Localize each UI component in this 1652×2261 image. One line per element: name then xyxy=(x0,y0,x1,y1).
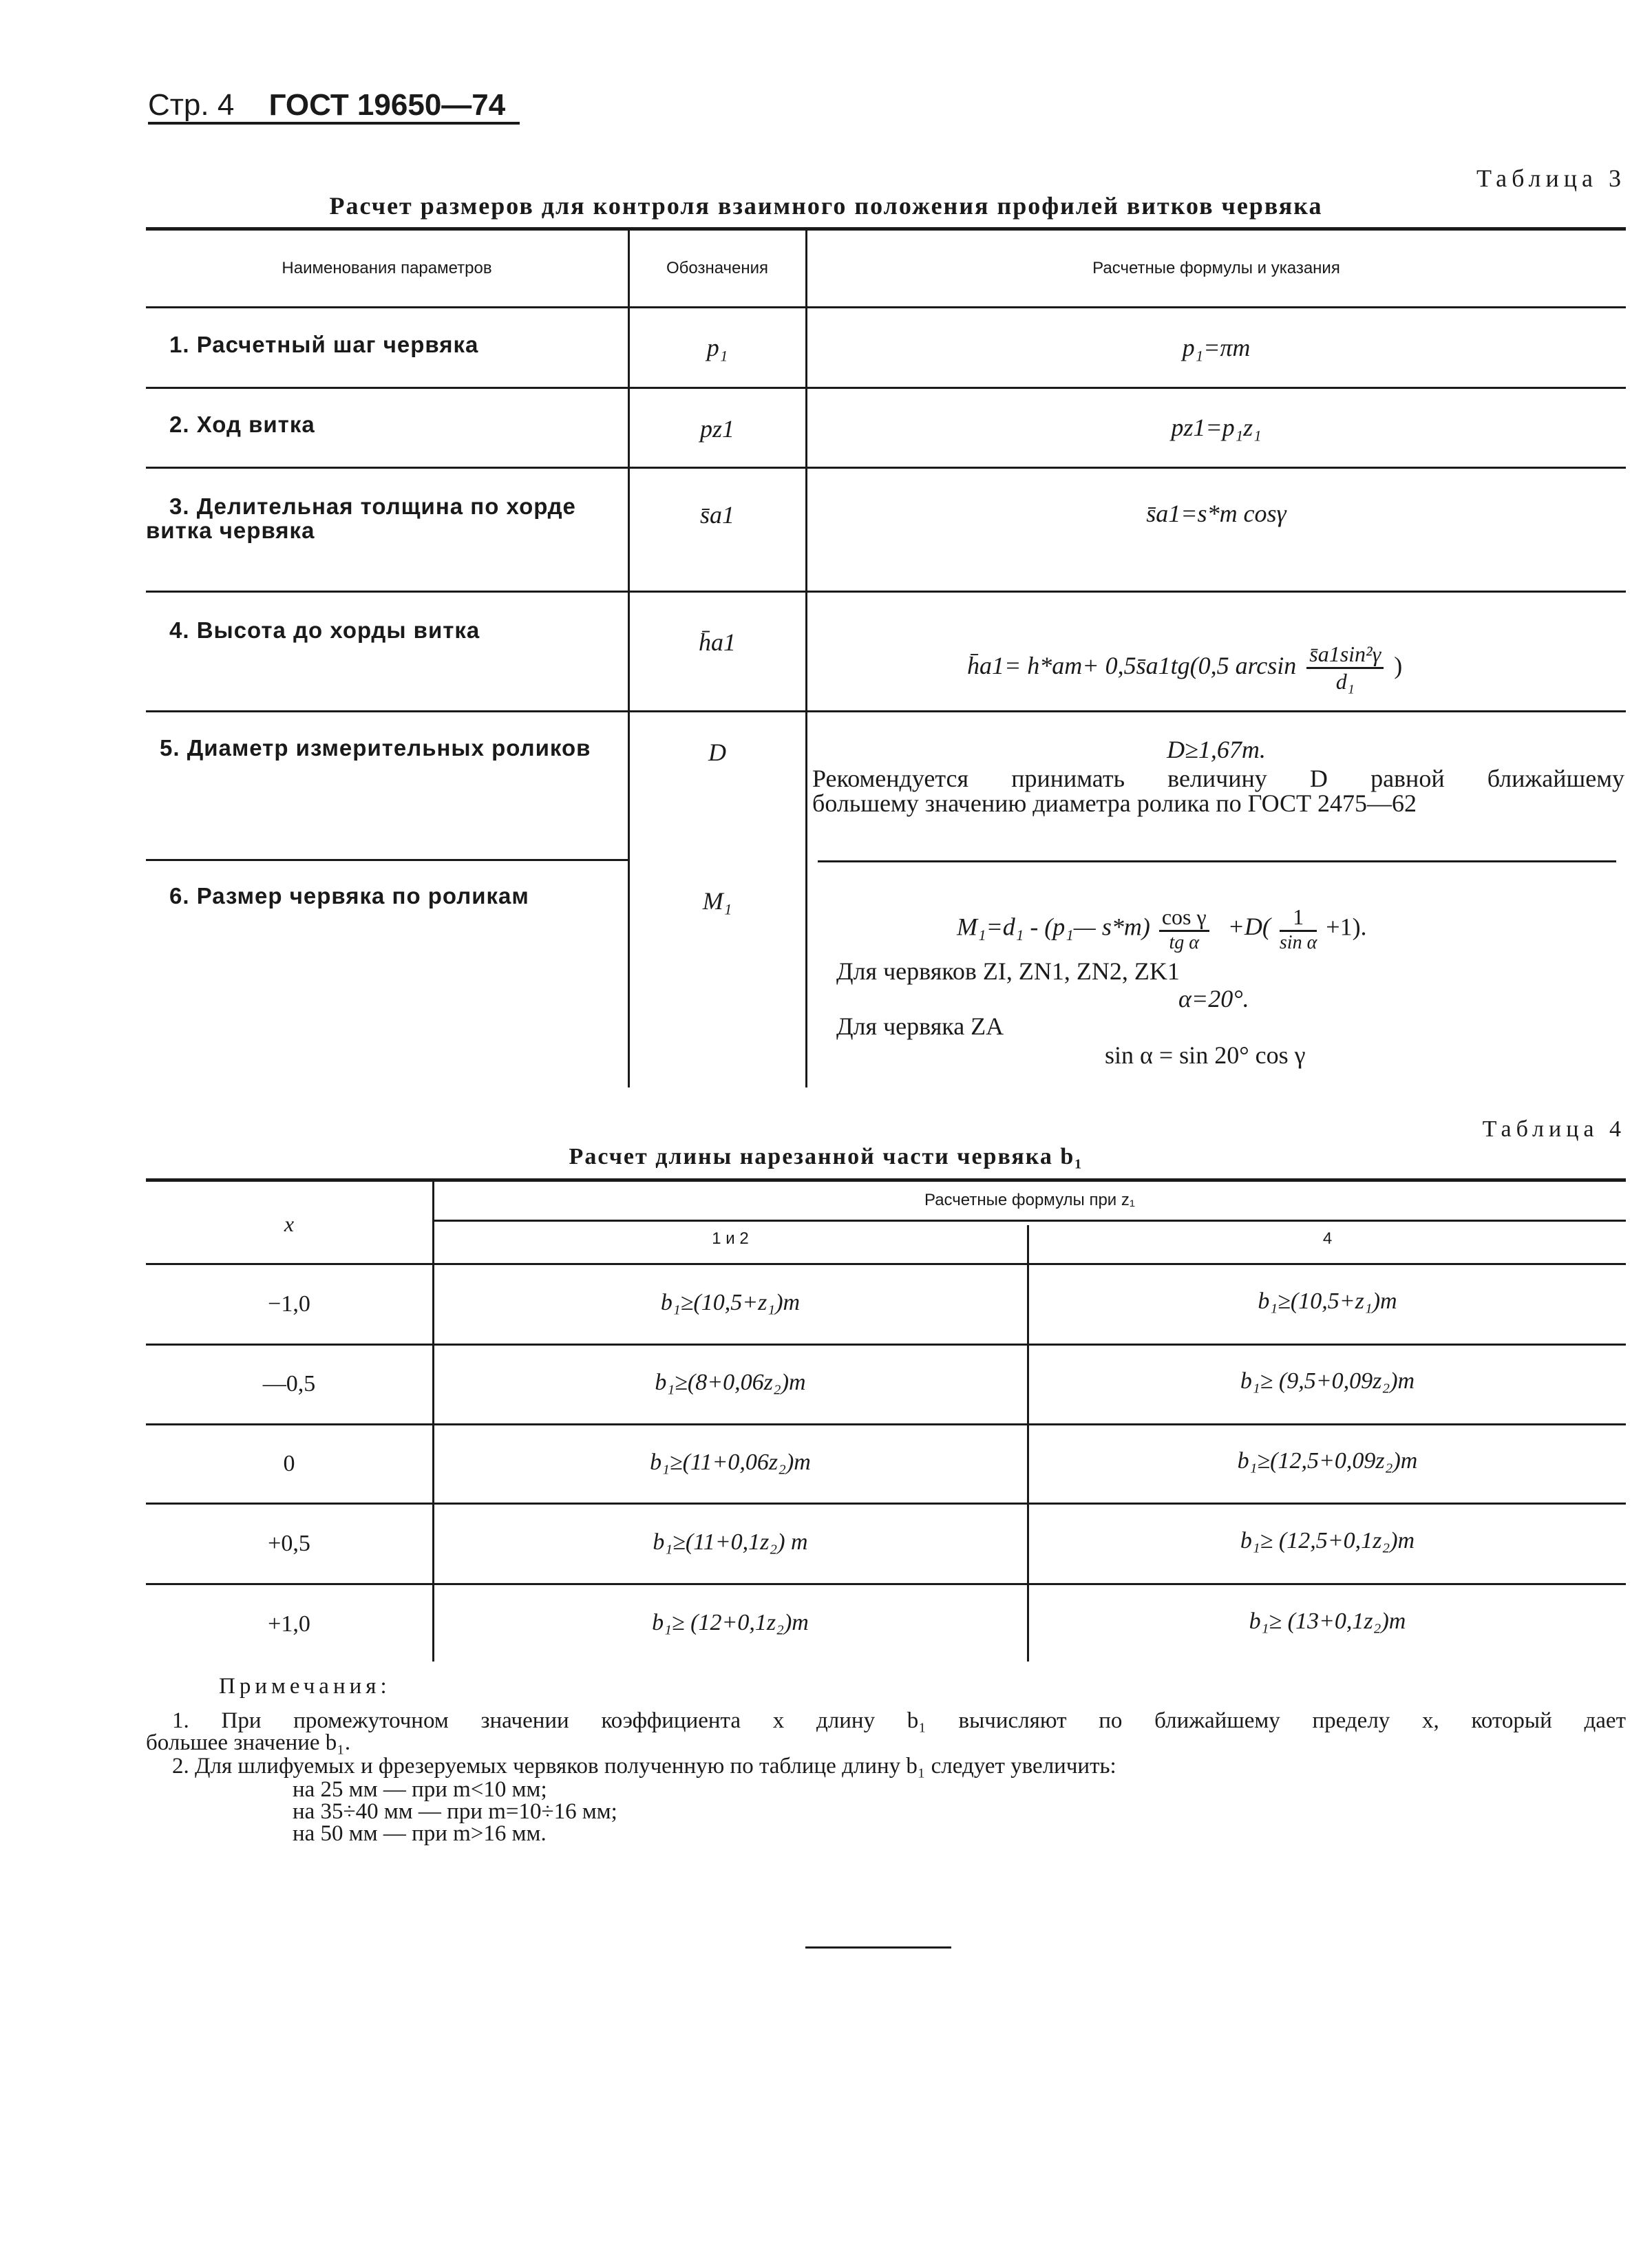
table4-x-value: −1,0 xyxy=(268,1291,310,1317)
fraction-denominator: d₁ xyxy=(1335,669,1355,694)
note-2-item: на 35÷40 мм — при m=10÷16 мм; xyxy=(293,1799,617,1824)
table3-formula xyxy=(957,904,1367,954)
table3-row-rule xyxy=(146,591,1626,593)
note-1-cont: большее значение b₁. xyxy=(146,1730,351,1755)
table3-col-header: Обозначения xyxy=(666,259,769,277)
table3-param: 3. Делительная толщина по хорде xyxy=(169,493,576,519)
table4-formula-z4: b₁≥(10,5+z₁)m xyxy=(1258,1288,1397,1314)
table3-header-rule xyxy=(146,306,1626,308)
table3-row-rule xyxy=(146,710,1626,712)
table3-note: α=20°. xyxy=(1178,985,1249,1012)
fraction-numerator: s̄a1sin²γ xyxy=(1306,641,1384,669)
table4-row-rule xyxy=(146,1583,1626,1585)
table4-group-header: Расчетные формулы при z₁ xyxy=(924,1191,1135,1209)
table3-note: Рекомендуется принимать величину D равной ближайшему xyxy=(812,765,1624,792)
notes-title: Примечания: xyxy=(219,1674,391,1699)
table3-param: 2. Ход витка xyxy=(169,412,315,437)
table3-row-rule xyxy=(818,860,1616,862)
table4-top-rule xyxy=(146,1178,1626,1182)
table3-symbol: p₁ xyxy=(706,334,728,361)
note-2-item: на 50 мм — при m>16 мм. xyxy=(293,1821,547,1846)
table3-note: большему значению диаметра ролика по ГОСТ 2475—62 xyxy=(812,789,1417,817)
note-1: 1. При промежуточном значении коэффициента x длину b₁ вычисляют по ближайшему пределу x, который дает xyxy=(172,1708,1626,1733)
page-header xyxy=(148,88,505,123)
header-underline xyxy=(148,122,520,125)
table4-group-rule xyxy=(434,1220,1626,1222)
table3-symbol: h̄a1 xyxy=(699,628,736,656)
table3-formula xyxy=(967,641,1402,694)
table4-x-value: 0 xyxy=(283,1451,295,1476)
table3-symbol: D xyxy=(708,739,726,766)
table4-sub-header: 1 и 2 xyxy=(712,1229,749,1248)
fraction-numerator: 1 xyxy=(1280,904,1317,932)
table3-param: витка червяка xyxy=(146,518,315,543)
table4-x-value: +1,0 xyxy=(268,1611,310,1637)
table4-formula-z12: b₁≥(11+0,1z₂) m xyxy=(653,1529,808,1555)
formula-fraction xyxy=(1306,641,1384,694)
table4-formula-z4: b₁≥(12,5+0,09z₂)m xyxy=(1237,1448,1418,1474)
table4-caption: Таблица 4 xyxy=(1482,1116,1626,1142)
table3-note: sin α = sin 20° cos γ xyxy=(1105,1041,1306,1069)
formula-part: +D( xyxy=(1227,913,1271,941)
table4-formula-z12: b₁≥(11+0,06z₂)m xyxy=(650,1450,811,1475)
table4-title: Расчет длины нарезанной части червяка b₁ xyxy=(569,1144,1083,1169)
table4-sub-header: 4 xyxy=(1322,1229,1333,1248)
table3-symbol: pz1 xyxy=(699,415,734,443)
table4-x-value: +0,5 xyxy=(268,1531,310,1556)
table3-col-header: Расчетные формулы и указания xyxy=(1092,259,1340,277)
table3-formula: p₁=πm xyxy=(1182,334,1251,361)
page-number: Стр. 4 xyxy=(148,88,235,122)
table3-formula: s̄a1=s*m cosγ xyxy=(1146,500,1286,527)
table4-x-value: —0,5 xyxy=(262,1371,316,1397)
table3-note: Для червяка ZA xyxy=(836,1012,1004,1040)
table4-col-divider xyxy=(432,1180,434,1662)
fraction-numerator: cos γ xyxy=(1159,904,1209,932)
end-rule xyxy=(805,1946,951,1949)
formula-main: h̄a1= h*am+ 0,5s̄a1tg(0,5 arcsin xyxy=(967,651,1297,679)
formula-fraction xyxy=(1159,904,1209,954)
table4-header-rule xyxy=(146,1263,1626,1265)
table4-formula-z12: b₁≥(10,5+z₁)m xyxy=(660,1290,801,1315)
table3-top-rule xyxy=(146,227,1626,231)
table3-param: 4. Высота до хорды витка xyxy=(169,617,480,643)
table3-formula: D≥1,67m. xyxy=(1167,736,1266,763)
table3-symbol: s̄a1 xyxy=(699,501,734,529)
fraction-denominator: sin α xyxy=(1279,932,1317,953)
table3-col-header: Наименования параметров xyxy=(282,259,492,277)
note-2: 2. Для шлифуемых и фрезеруемых червяков полученную по таблице длину b₁ следует увеличить: xyxy=(172,1754,1116,1779)
table4-formula-z12: b₁≥ (12+0,1z₂)m xyxy=(652,1610,809,1635)
table3-row-rule xyxy=(146,859,628,861)
formula-fraction xyxy=(1280,904,1317,954)
table3-formula: pz1=p₁z₁ xyxy=(1171,414,1262,441)
table4-formula-z12: b₁≥(8+0,06z₂)m xyxy=(655,1370,806,1395)
table4-formula-z4: b₁≥ (12,5+0,1z₂)m xyxy=(1240,1528,1415,1553)
formula-part: M₁=d₁ - (p₁— s*m) xyxy=(957,913,1150,941)
table4-formula-z4: b₁≥ (13+0,1z₂)m xyxy=(1249,1609,1406,1634)
table3-note: Для червяков ZI, ZN1, ZN2, ZK1 xyxy=(836,957,1180,985)
table3-row-rule xyxy=(146,387,1626,389)
table3-param: 5. Диаметр измерительных роликов xyxy=(160,735,591,761)
table3-row-rule xyxy=(146,467,1626,469)
table3-param: 1. Расчетный шаг червяка xyxy=(169,332,479,357)
table4-row-rule xyxy=(146,1423,1626,1425)
fraction-denominator: tg α xyxy=(1169,932,1199,953)
table4-row-rule xyxy=(146,1344,1626,1346)
table3-param: 6. Размер червяка по роликам xyxy=(169,883,529,909)
table3-symbol: M₁ xyxy=(702,887,732,915)
standard-number: ГОСТ 19650—74 xyxy=(268,88,506,122)
table3-title: Расчет размеров для контроля взаимного положения профилей витков червяка xyxy=(329,192,1323,220)
table4-row-rule xyxy=(146,1503,1626,1505)
table4-col-header-x: x xyxy=(284,1211,295,1236)
table3-caption: Таблица 3 xyxy=(1476,164,1626,192)
formula-part: +1). xyxy=(1326,913,1367,941)
table4-formula-z4: b₁≥ (9,5+0,09z₂)m xyxy=(1240,1368,1415,1394)
formula-tail: ) xyxy=(1394,651,1403,679)
note-2-item: на 25 мм — при m<10 мм; xyxy=(293,1777,547,1802)
